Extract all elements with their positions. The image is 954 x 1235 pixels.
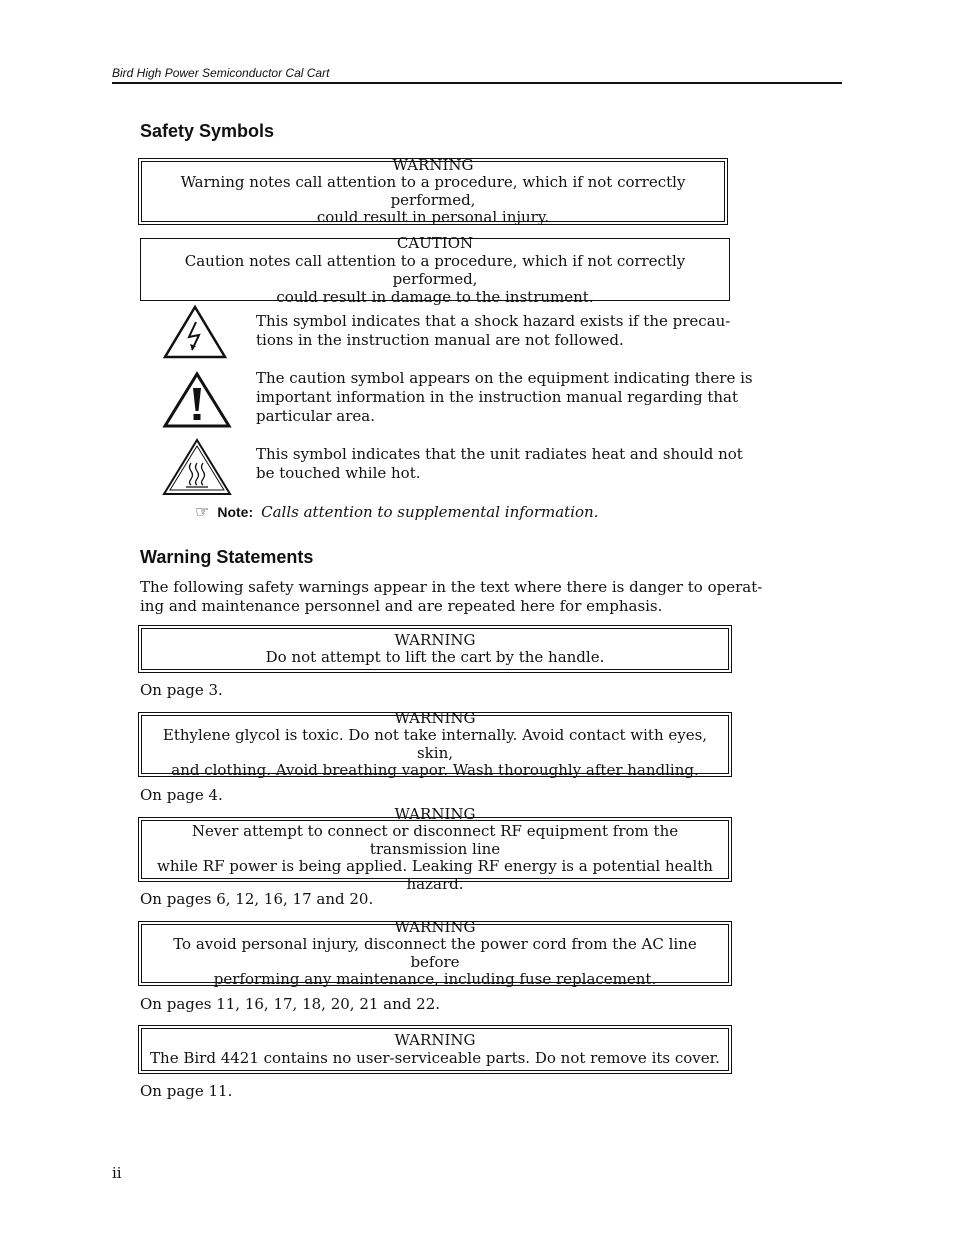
header-title: Bird High Power Semiconductor Cal Cart [112,66,330,80]
box-line: Caution notes call attention to a procedure, which if not correctly performed, [184,251,686,288]
safety-symbols-heading: Safety Symbols [140,121,275,141]
shock-hazard-icon [162,304,228,360]
warning-statements-heading: Warning Statements [140,547,314,567]
box-line: Never attempt to connect or disconnect RF equipment from the transmission line [191,822,679,858]
box-title: WARNING [394,708,476,727]
page-reference: On pages 11, 16, 17, 18, 20, 21 and 22. [140,995,441,1013]
box-line: could result in personal injury. [316,208,550,226]
page-reference: On page 4. [140,786,223,804]
box-title: WARNING [394,804,476,823]
symbol-description: The caution symbol appears on the equipment indicating there is important information in the instruction manual regarding that particular area. [256,369,753,425]
box-line: Warning notes call attention to a procedure, which if not correctly performed, [180,173,686,209]
box-line: and clothing. Avoid breathing vapor. Wash thoroughly after handling. [171,761,699,779]
box-title: WARNING [394,630,476,649]
symbol-description: This symbol indicates that a shock hazard exists if the precau- tions in the instruction manual are not followed. [256,312,731,349]
warning-box [138,708,732,779]
box-title: CAUTION [396,233,474,252]
caution-icon [162,371,232,429]
box-line: could result in damage to the instrument. [276,287,594,306]
pointing-hand-icon: ☞ [195,502,210,521]
warning-box [138,625,732,673]
page-reference: On page 11. [140,1082,233,1100]
header-rule [112,82,842,84]
box-line: Do not attempt to lift the cart by the handle. [265,648,605,666]
warning-box [138,804,732,893]
box-line: while RF power is being applied. Leaking RF energy is a potential health hazard. [157,857,713,893]
box-line: Ethylene glycol is toxic. Do not take internally. Avoid contact with eyes, skin, [162,726,708,762]
warning-box [138,917,732,988]
page-reference: On pages 6, 12, 16, 17 and 20. [140,890,374,908]
hot-surface-icon [162,438,232,496]
box-title: WARNING [394,917,476,936]
box-line: performing any maintenance, including fuse replacement. [213,970,657,988]
box-title: WARNING [394,1031,476,1049]
note-text: Calls attention to supplemental information. [261,503,599,521]
warning-definition-box [138,155,728,226]
page-reference: On page 3. [140,681,223,699]
note-label: Note: [217,504,254,520]
note [195,502,598,522]
symbol-description: This symbol indicates that the unit radiates heat and should not be touched while hot. [256,445,743,482]
box-title: WARNING [392,155,474,174]
intro-paragraph: The following safety warnings appear in the text where there is danger to operat- ing and maintenance personnel and are repeated here for emphasis. [140,578,763,615]
warning-box [138,1025,732,1074]
box-line: The Bird 4421 contains no user-serviceable parts. Do not remove its cover. [150,1048,720,1067]
caution-definition-box [140,233,730,306]
box-line: To avoid personal injury, disconnect the power cord from the AC line before [173,935,697,971]
page-number: ii [112,1164,122,1182]
